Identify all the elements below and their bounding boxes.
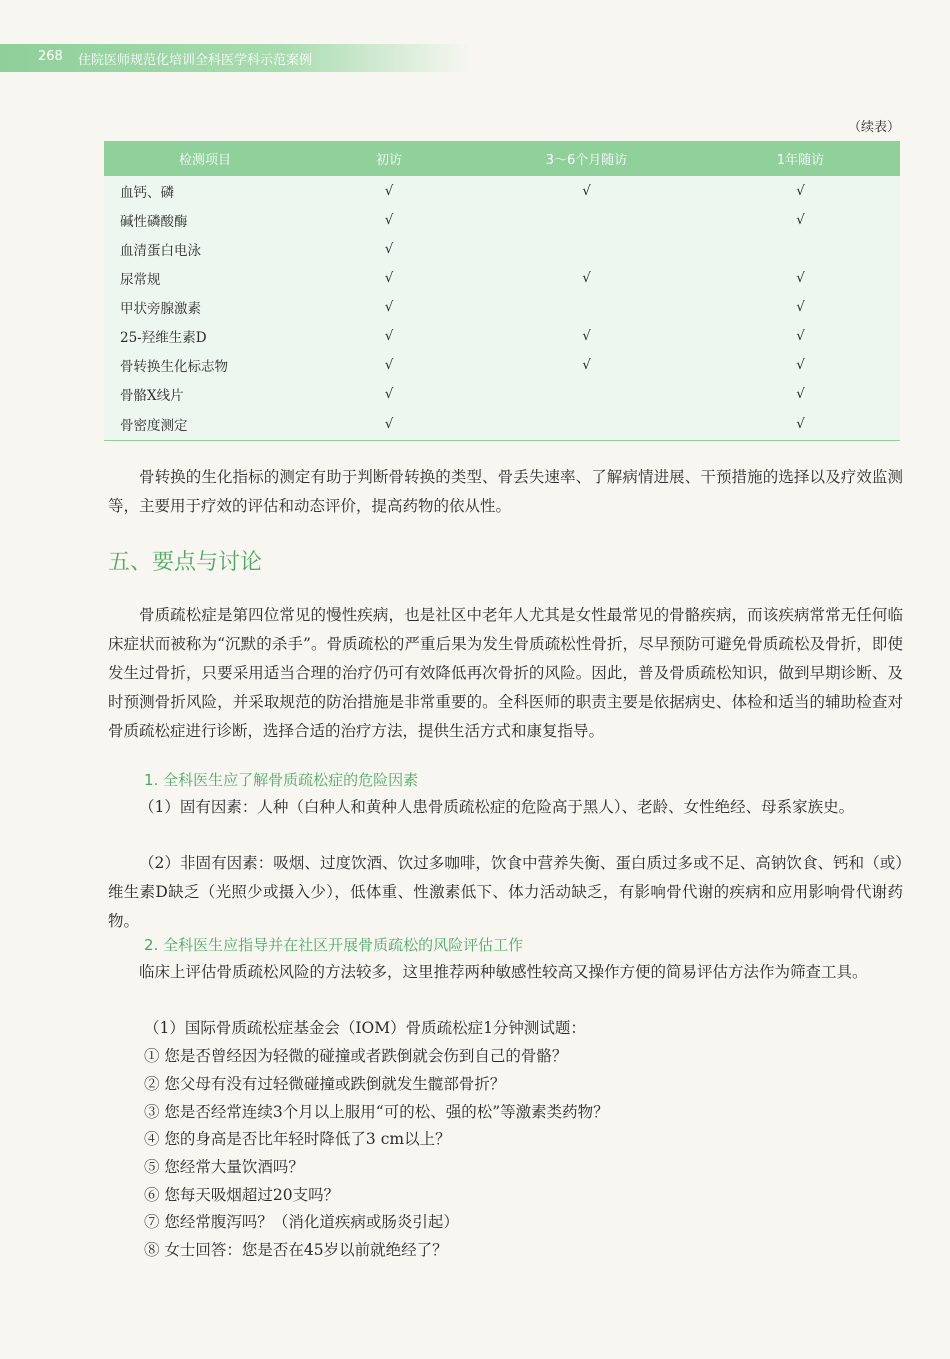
check-mark: √ <box>306 408 472 441</box>
check-mark: √ <box>701 408 900 441</box>
check-mark <box>472 408 701 441</box>
page-header <box>0 44 470 72</box>
check-mark: √ <box>796 385 805 402</box>
check-mark <box>701 234 900 263</box>
check-mark: √ <box>384 269 394 286</box>
exam-item: 骨转换生化标志物 <box>120 358 228 375</box>
table-row <box>104 321 900 350</box>
question-item: ③ 您是否经常连续3个月以上服用“可的松、强的松”等激素类药物？ <box>144 1103 609 1121</box>
check-mark: √ <box>796 211 805 228</box>
check-mark: √ <box>384 211 394 228</box>
check-mark: √ <box>796 327 805 344</box>
exam-item: 碱性磷酸酶 <box>120 213 188 230</box>
exam-item: 尿常规 <box>120 271 161 288</box>
table-continued-note: （续表） <box>847 120 900 135</box>
exam-item: 骨密度测定 <box>104 408 306 441</box>
paragraph-assessment-methods: 临床上评估骨质疏松风险的方法较多，这里推荐两种敏感性较高又操作方便的简易评估方法作为筛查工具。 <box>139 963 868 981</box>
exam-item: 甲状旁腺激素 <box>120 300 201 317</box>
column-header: 3～6个月随访 <box>472 141 701 176</box>
table-row <box>104 234 900 263</box>
table-row <box>104 292 900 321</box>
question-item: ⑥ 您每天吸烟超过20支吗？ <box>144 1186 340 1204</box>
column-header: 检测项目 <box>104 141 306 176</box>
check-mark: √ <box>582 327 591 344</box>
test-title: （1）国际骨质疏松症基金会（IOM）骨质疏松症1分钟测试题： <box>144 1019 586 1037</box>
table-row <box>104 408 900 441</box>
check-mark: √ <box>582 269 591 286</box>
paragraph-osteoporosis-overview: 骨质疏松症是第四位常见的慢性疾病，也是社区中老年人尤其是女性最常见的骨骼疾病，而该疾病常常无任何临床症状而被称为“沉默的杀手”。骨质疏松的严重后果为发生骨质疏松性骨折，尽早预防可避免骨质疏松及骨折，即使发生过骨折，只要采用适当合理的治疗仍可有效降低再次骨折的风险。因此，普及骨质疏松知识，做到早期诊断、及时预测骨折风险，并采取规范的防治措施是非常重要的。全科医师的职责主要是依据病史、体检和适当的辅助检查对骨质疏松症进行诊断，选择合适的治疗方法，提供生活方式和康复指导。 <box>108 606 903 740</box>
check-mark <box>472 205 701 234</box>
check-mark: √ <box>384 385 394 402</box>
section-title: 五、要点与讨论 <box>108 550 263 575</box>
table-row <box>104 350 900 379</box>
check-mark: √ <box>384 182 394 199</box>
check-mark: √ <box>582 356 591 373</box>
table-row <box>104 176 900 205</box>
subheading-risk-factors: 1. 全科医生应了解骨质疏松症的危险因素 <box>144 771 419 789</box>
exam-item: 25-羟维生素D <box>120 329 207 346</box>
table-row <box>104 379 900 408</box>
check-mark <box>472 379 701 408</box>
check-mark: √ <box>796 356 805 373</box>
book-title: 住院医师规范化培训全科医学科示范案例 <box>78 53 313 68</box>
question-item: ① 您是否曾经因为轻微的碰撞或者跌倒就会伤到自己的骨骼？ <box>144 1047 568 1065</box>
check-mark: √ <box>796 298 805 315</box>
check-mark: √ <box>582 182 591 199</box>
paragraph-extrinsic-factors: （2）非固有因素：吸烟、过度饮酒、饮过多咖啡，饮食中营养失衡、蛋白质过多或不足、高钠饮食、钙和（或）维生素D缺乏（光照少或摄入少），低体重、性激素低下、体力活动缺乏，有影响骨代谢的疾病和应用影响骨代谢药物。 <box>108 854 903 930</box>
check-mark: √ <box>384 327 394 344</box>
question-item: ⑤ 您经常大量饮酒吗？ <box>144 1158 304 1176</box>
subheading-risk-assessment: 2. 全科医生应指导并在社区开展骨质疏松的风险评估工作 <box>144 936 524 954</box>
table-row <box>104 205 900 234</box>
question-item: ④ 您的身高是否比年轻时降低了3 cm以上？ <box>144 1130 451 1148</box>
question-item: ⑧ 女士回答：您是否在45岁以前就绝经了？ <box>144 1241 448 1259</box>
check-mark: √ <box>796 182 805 199</box>
check-mark: √ <box>796 269 805 286</box>
exam-item: 骨骼X线片 <box>120 387 184 404</box>
exam-schedule-table <box>104 141 900 441</box>
check-mark: √ <box>384 356 394 373</box>
check-mark <box>472 234 701 263</box>
page-number: 268 <box>38 49 63 64</box>
exam-item: 血钙、磷 <box>120 184 174 201</box>
exam-item: 血清蛋白电泳 <box>120 242 201 259</box>
question-item: ② 您父母有没有过轻微碰撞或跌倒就发生髋部骨折？ <box>144 1075 506 1093</box>
question-item: ⑦ 您经常腹泻吗？（消化道疾病或肠炎引起） <box>144 1213 459 1231</box>
column-header: 1年随访 <box>701 141 900 176</box>
table-row <box>104 263 900 292</box>
paragraph-bone-turnover: 骨转换的生化指标的测定有助于判断骨转换的类型、骨丢失速率、了解病情进展、干预措施的选择以及疗效监测等，主要用于疗效的评估和动态评价，提高药物的依从性。 <box>108 468 903 515</box>
check-mark: √ <box>384 240 394 257</box>
check-mark <box>472 292 701 321</box>
column-header: 初访 <box>306 141 472 176</box>
table-header-row <box>104 141 900 176</box>
check-mark: √ <box>384 298 394 315</box>
paragraph-intrinsic-factors: （1）固有因素：人种（白种人和黄种人患骨质疏松症的危险高于黑人）、老龄、女性绝经、母系家族史。 <box>139 798 855 816</box>
